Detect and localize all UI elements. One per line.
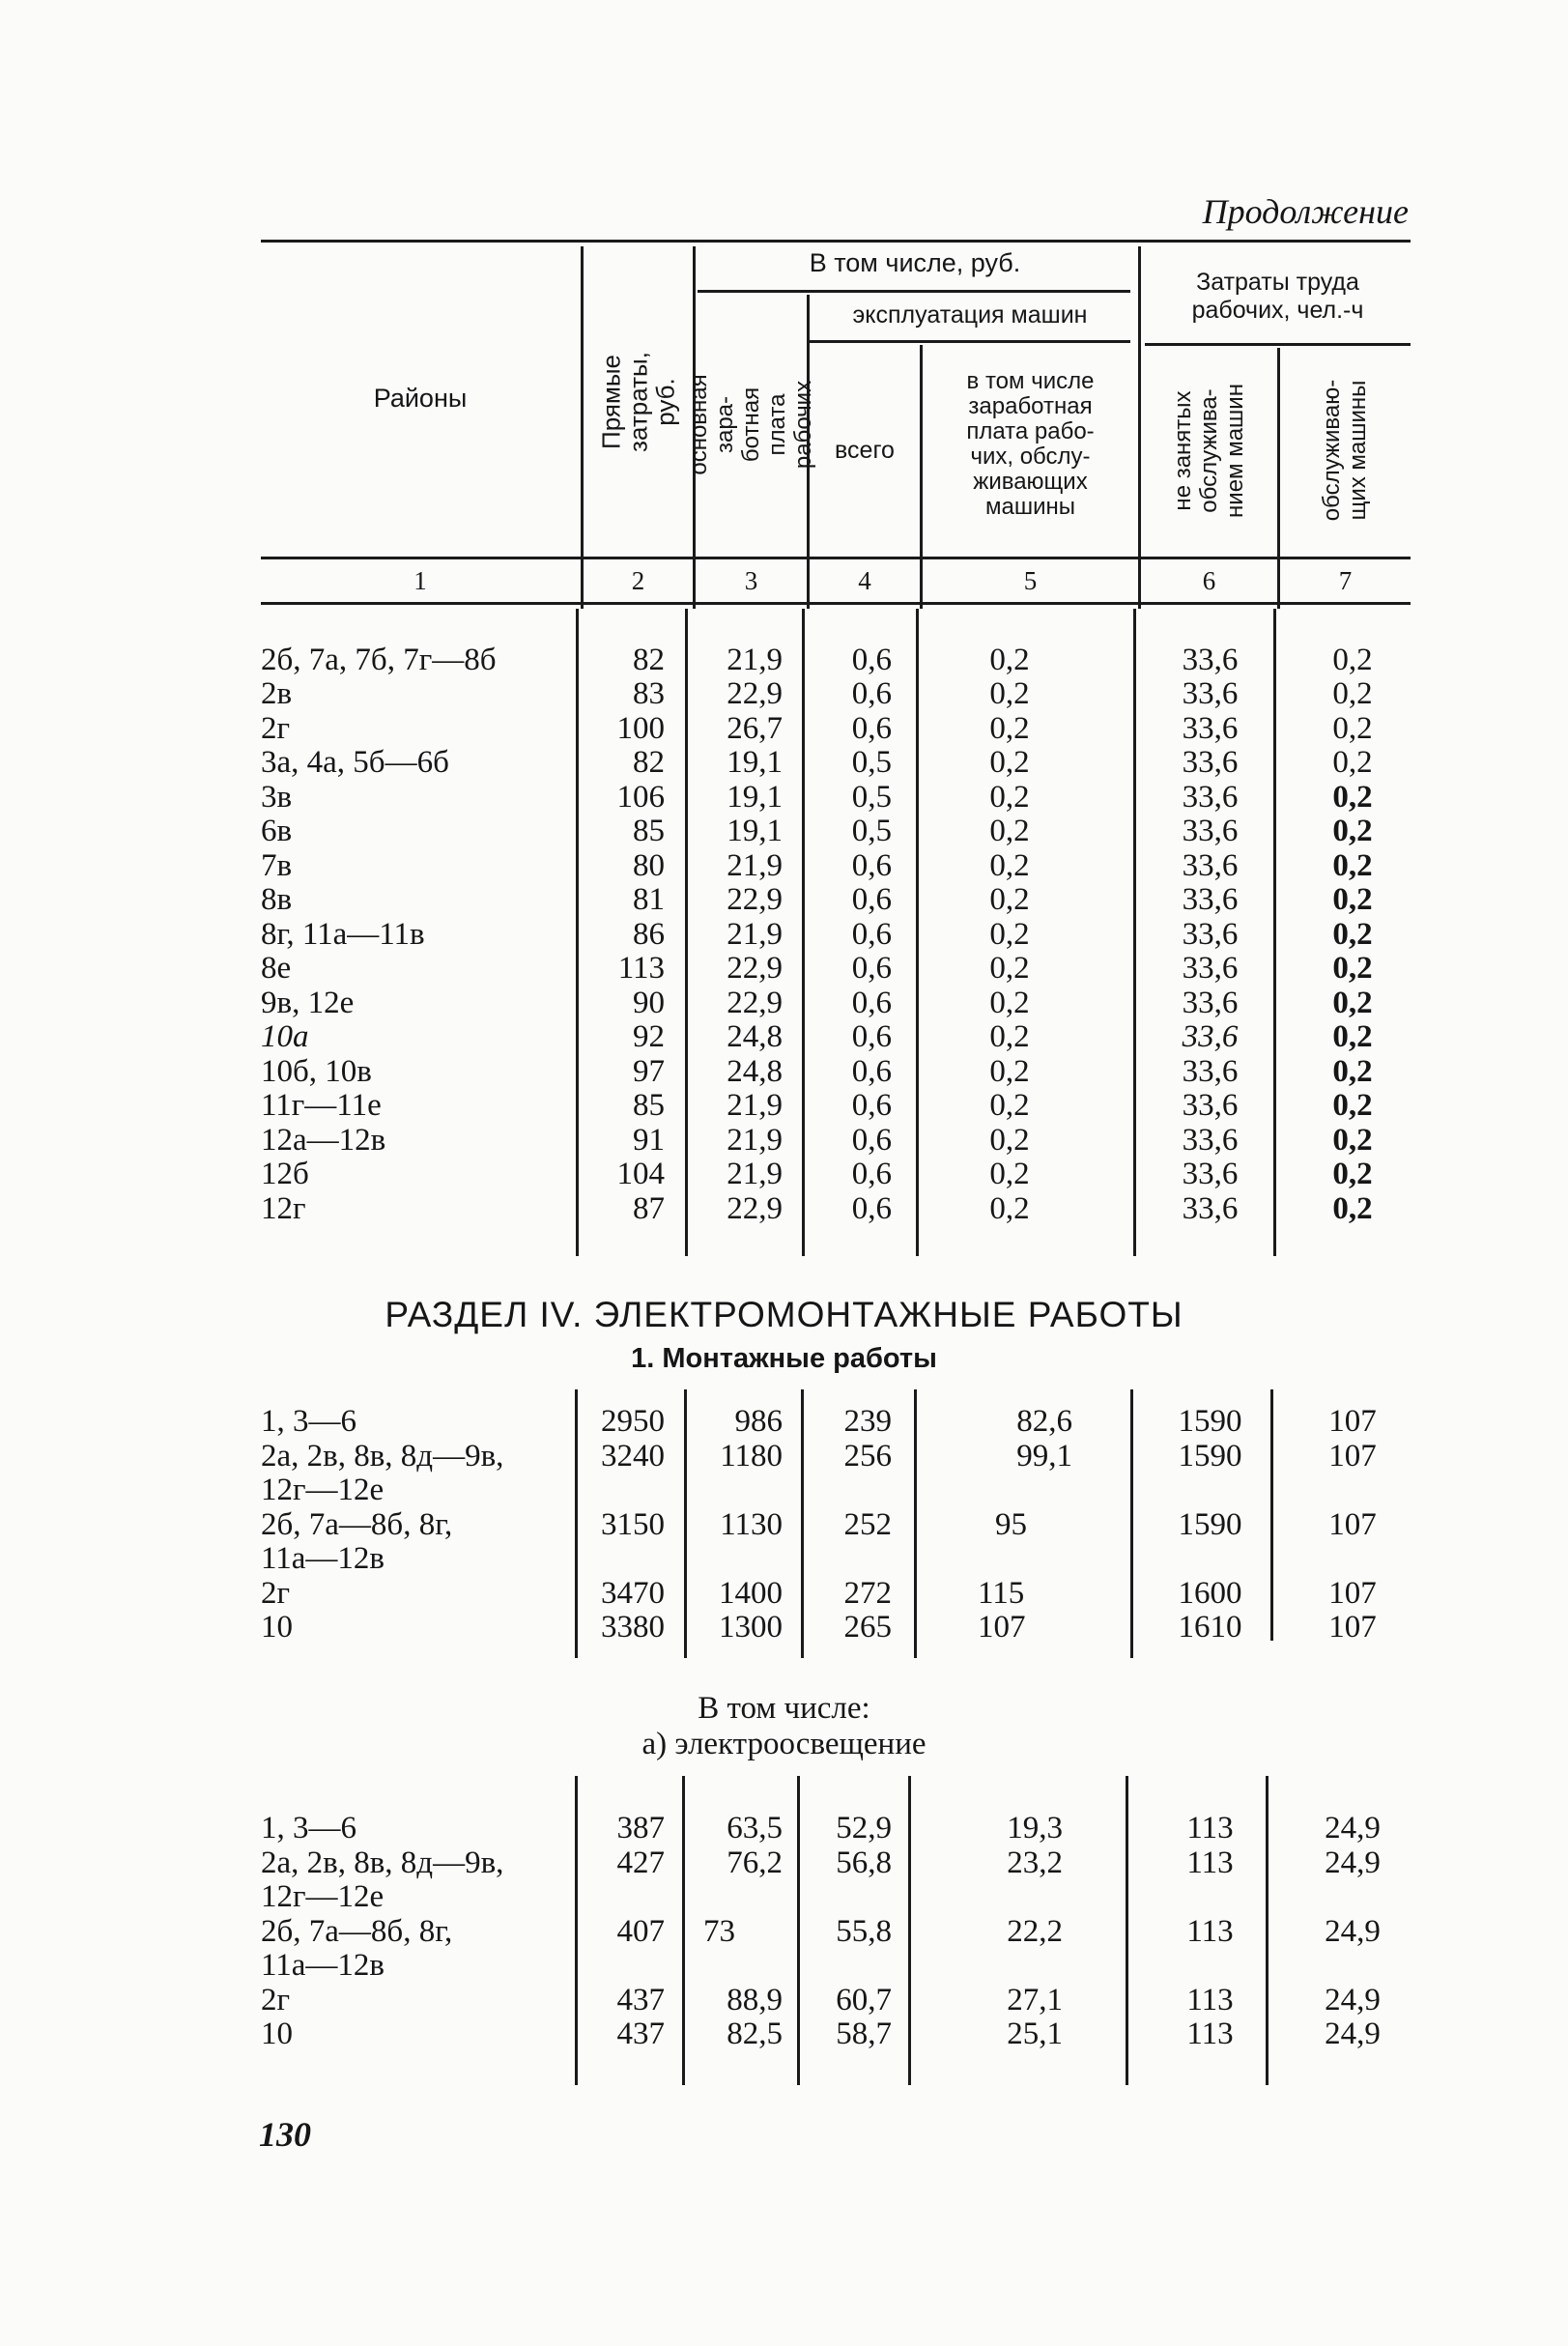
section-title: РАЗДЕЛ IV. ЭЛЕКТРОМОНТАЖНЫЕ РАБОТЫ: [385, 1295, 1183, 1334]
column-number: 7: [1338, 566, 1353, 595]
table-row: 12г—12е: [261, 1879, 385, 1914]
header-col-total: всего: [835, 437, 895, 464]
header-group-incl: В том числе, руб.: [809, 248, 1021, 277]
table-row: 2г 3470 1400 272 115 1600 107: [261, 1576, 1377, 1611]
table-row: 3в 106 19,1 0,5 0,2 33,6 0,2: [261, 780, 1373, 815]
table-row: 2б, 7а—8б, 8г, 3150 1130 252 95 1590 107: [261, 1507, 1377, 1542]
table-row: 8г, 11а—11в 86 21,9 0,6 0,2 33,6 0,2: [261, 917, 1373, 952]
table-row: 1, 3—6 2950 986 239 82,6 1590 107: [261, 1404, 1377, 1439]
table-row: 7в 80 21,9 0,6 0,2 33,6 0,2: [261, 848, 1373, 883]
column-number: 2: [631, 566, 645, 595]
table-row: 11а—12в: [261, 1541, 385, 1576]
section-subtitle: 1. Монтажные работы: [631, 1343, 937, 1374]
page-number: 130: [259, 2115, 311, 2154]
table-row: 9в, 12е 90 22,9 0,6 0,2 33,6 0,2: [261, 986, 1373, 1020]
table-row: 8е 113 22,9 0,6 0,2 33,6 0,2: [261, 951, 1373, 986]
column-number: 4: [858, 566, 871, 595]
group-incl-rule: [698, 290, 1130, 293]
header-top-rule: [261, 240, 1411, 243]
table-row: 2б, 7а—8б, 8г, 407 73 55,8 22,2 113 24,9: [261, 1914, 1381, 1949]
table-row: 10 3380 1300 265 107 1610 107: [261, 1610, 1377, 1645]
lighting-label: а) электроосвещение: [641, 1727, 927, 1761]
including-label: В том числе:: [698, 1691, 870, 1726]
table-row: 2а, 2в, 8в, 8д—9в, 3240 1180 256 99,1 1590 107: [261, 1439, 1377, 1473]
table-row: 8в 81 22,9 0,6 0,2 33,6 0,2: [261, 882, 1373, 917]
header-col-wage-machines: в том числе заработная плата рабо- чих, обслу- живающих машины: [966, 368, 1095, 520]
header-labor-machines: обслуживаю- щих машины: [1319, 379, 1372, 522]
continuation-label: Продолжение: [1202, 192, 1409, 231]
header-group-exploit: эксплуатация машин: [852, 301, 1088, 329]
table-row: 1, 3—6 387 63,5 52,9 19,3 113 24,9: [261, 1811, 1381, 1845]
table-row: 2в 83 22,9 0,6 0,2 33,6 0,2: [261, 676, 1373, 711]
column-number: 6: [1202, 566, 1216, 595]
table-row: 12г—12е: [261, 1473, 385, 1507]
table-row: 2г 100 26,7 0,6 0,2 33,6 0,2: [261, 711, 1373, 746]
table-row: 12а—12в 91 21,9 0,6 0,2 33,6 0,2: [261, 1123, 1373, 1158]
table-row: 12г 87 22,9 0,6 0,2 33,6 0,2: [261, 1191, 1373, 1226]
column-number: 5: [1023, 566, 1038, 595]
header-direct-costs: Прямые затраты, руб.: [596, 352, 680, 452]
table-row: 2а, 2в, 8в, 8д—9в, 427 76,2 56,8 23,2 113 24,9: [261, 1845, 1381, 1880]
table-row: 2г 437 88,9 60,7 27,1 113 24,9: [261, 1983, 1381, 2017]
column-number: 1: [413, 566, 427, 595]
header-districts: Районы: [373, 384, 468, 413]
table-row: 10б, 10в 97 24,8 0,6 0,2 33,6 0,2: [261, 1054, 1373, 1089]
header-base-wage: основная зара- ботная плата рабочих: [686, 374, 816, 475]
header-bottom-rule: [261, 557, 1411, 559]
column-number: 3: [744, 566, 758, 595]
table-row: 11г—11е 85 21,9 0,6 0,2 33,6 0,2: [261, 1088, 1373, 1123]
group-exploit-rule: [810, 340, 1130, 343]
table-row: 3а, 4а, 5б—6б 82 19,1 0,5 0,2 33,6 0,2: [261, 745, 1373, 780]
table-row: 11а—12в: [261, 1948, 385, 1983]
table-row: 10а 92 24,8 0,6 0,2 33,6 0,2: [261, 1019, 1373, 1054]
header-labor-not-machines: не занятых обслужива- нием машин: [1170, 383, 1248, 518]
table-row: 10 437 82,5 58,7 25,1 113 24,9: [261, 2017, 1381, 2051]
number-row-rule: [261, 602, 1411, 605]
table-row: 2б, 7а, 7б, 7г—8б 82 21,9 0,6 0,2 33,6 0,2: [261, 643, 1373, 677]
table-row: 6в 85 19,1 0,5 0,2 33,6 0,2: [261, 814, 1373, 848]
header-group-labor: Затраты труда рабочих, чел.-ч: [1191, 269, 1364, 324]
table-row: 12б 104 21,9 0,6 0,2 33,6 0,2: [261, 1157, 1373, 1191]
